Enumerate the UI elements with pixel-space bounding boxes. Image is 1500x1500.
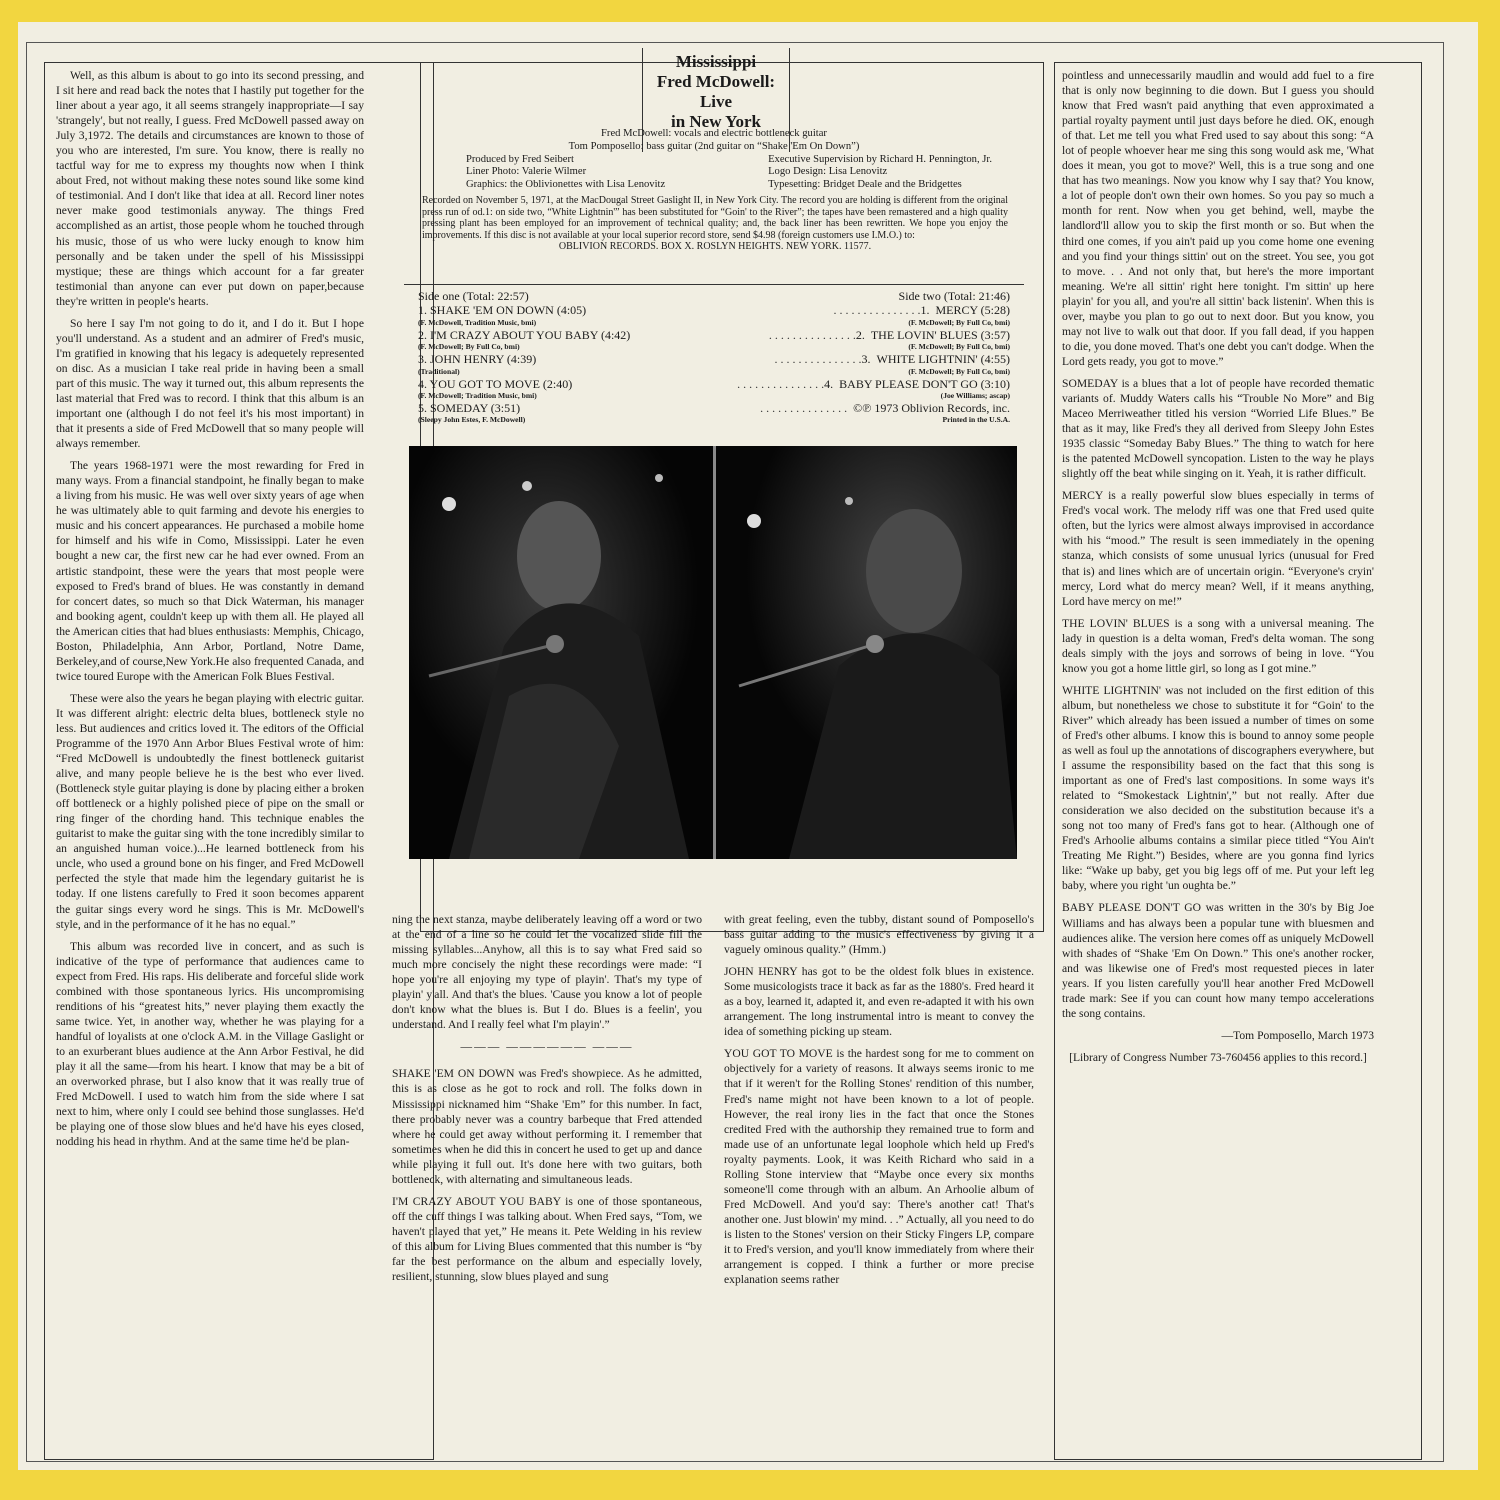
liner-paragraph: The years 1968-1971 were the most rewarding for Fred in many ways. From a financial standpoint, he finally began to make a living from his music. He was well over sixty years of age when he was ultimately able to quit farming and devote his energies to music and his concert appearances. He purchased a mobile home for himself and his wife in Como, Mississippi. Later he even bought a new car, the first new car he had ever owned. From an artistic standpoint, these were the years that most people were exposed to Fred's brand of blues. He was constantly in demand for concert dates, so much so that Dick Waterman, his manager and booking agent, couldn't keep up with them all. He played all the American cities that had blues enthusiasts: Memphis, Chicago, Boston, Philadelphia, Ann Arbor, Portland, Notre Dame, Berkeley,and of course,New York.He also frequented Canada, and twice toured Europe with the American Folk Blues Festival. — [56, 459, 364, 683]
side-two-credit: Printed in the U.S.A. — [942, 415, 1010, 425]
side-one-track: 3. JOHN HENRY (4:39) — [418, 353, 537, 367]
track-row — [418, 402, 1010, 415]
liner-paragraph: Well, as this album is about to go into its second pressing, and I sit here and read back the notes that I hastily put together for the liner about a year ago, it all seems strangely inappropriate—I say 'strangely', but not really, I guess. Fred McDowell passed away on July 3,1972. The details and circumstances are known to those of you who are interested, I'm sure. You know, there is really no tactful way for me to express my thoughts now when I think about Fred, not without making these notes sound like some kind of testimonial. And I don't like that idea at all. Record liner notes never make good testimonials anyway. The things Fred accomplished as an artist, those people whom he touched through his music, those of us who were lucky enough to know him personally and be taken under the spell of his Mississippi mystique; these are things which account for a far greater testimonial than anyone can ever put down on paper,because they're written in people's hearts. — [56, 69, 364, 308]
liner-paragraph: So here I say I'm not going to do it, and I do it. But I hope you'll understand. As a student and an admirer of Fred's music, I'm gratified in knowing that his legacy is adequetely represented on disc. As a musician I take real pride in having been a small part of this music. The way it turned out, this album represents the last material that Fred was to record. I think that this album is an important one (although I do not feel it's his most important) in that it presents a side of Fred McDowell that so many people will always remember. — [56, 316, 364, 451]
track-row — [418, 378, 1010, 391]
credits-block — [412, 128, 1016, 253]
signature: —Tom Pomposello, March 1973 — [1221, 1028, 1374, 1042]
liner-paragraph: with great feeling, even the tubby, distant sound of Pomposello's bass guitar adding to the music's effectiveness by giving it a vaguely ominous quality.” (Hmm.) — [724, 913, 1034, 957]
side-two-track: ©℗ 1973 Oblivion Records, inc. — [853, 402, 1010, 416]
side-two-credit: (F. McDowell; By Full Co, bmi) — [908, 317, 1010, 327]
credit-line: Typesetting: Bridget Deale and the Bridgettes — [768, 179, 962, 191]
side-two-track: THE LOVIN' BLUES (3:57) — [870, 328, 1010, 342]
side-one-credit: (F. McDowell; By Full Co, bmi) — [418, 342, 520, 352]
section-rule: ——— —————— ——— — [460, 1040, 634, 1054]
liner-paragraph: THE LOVIN' BLUES is a song with a universal meaning. The lady in question is a delta woman, Fred's delta woman. The song deals simply with the joys and sorrows of being in love. “You know you got a home little girl, so long as I got mine.” — [1062, 616, 1374, 675]
side-two-track: MERCY (5:28) — [935, 304, 1010, 318]
liner-paragraph: MERCY is a really powerful slow blues especially in terms of Fred's vocal work. The melody riff was one that Fred used quite often, but the lyrics were almost always improvised in accordance with his “mood.” The result is seen immediately in the opening stanza, which consists of some unusual lyrics (unusual for Fred that is) and lines which are of uncertain origin. “Everyone's cryin' mercy, Lord what do mercy mean? Well, if it means anything, Lord have mercy on me!” — [1062, 489, 1374, 608]
side-two-track-number: 1. — [920, 304, 930, 318]
liner-notes-column-1 — [56, 68, 364, 1438]
side-one-track: 1. SHAKE 'EM ON DOWN (4:05) — [418, 304, 587, 318]
liner-notes-column-4 — [1062, 68, 1374, 1438]
liner-paragraph: WHITE LIGHTNIN' was not included on the first edition of this album, but nonetheless we chose to substitute it for “Goin' to the River” which already has been issued a number of times on some of Fred's other albums. I know this is bound to annoy some people as well as foul up the annotations of discographers everywhere, but I assume the responsibility based on the fact that this song is important as one of Fred's last compositions. In some ways it's related to “Smokestack Lightnin',” but not really. After due consideration we also decided on the substitution because it's a song not too many of Fred's fans got to hear. (Although one of Fred's Arhoolie albums contains a similar piece titled “You Ain't Treating Me Right.”) Besides, where are you gonna find lyrics like: “Wake up baby, get you big legs off of me. Put your left leg baby, where you right 'un oughta be.” — [1062, 683, 1374, 893]
liner-paragraph: JOHN HENRY has got to be the oldest folk blues in existence. Some musicologists trace it back as far as the 1880's. Fred heard it as a boy, learned it, adapted it, and even re-adapted it with his own arrangement. The long instrumental intro is meant to convey the idea of something picking up steam. — [724, 965, 1034, 1039]
dot-leader: . . . . . . . . . . . . . . . — [833, 304, 921, 318]
track-row — [418, 353, 1010, 366]
side-one-header: Side one (Total: 22:57) — [418, 289, 529, 303]
side-one-track: 5. SOMEDAY (3:51) — [418, 402, 521, 416]
credit-line: Executive Supervision by Richard H. Pennington, Jr. — [768, 153, 992, 165]
track-credit-row — [418, 391, 1010, 400]
track-row — [418, 304, 1010, 317]
liner-notes-column-3 — [724, 912, 1034, 1432]
side-two-track-number: 4. — [824, 377, 834, 391]
liner-paragraph: pointless and unnecessarily maudlin and would add fuel to a fire that is only now beginning to die down. But I guess you should know that Fred wasn't paid anything that even approximated a partial royalty payment until just days before he died. OK, enough of that. Let me tell you what Fred used to say about this song: “A lot of people whoever hear me sing this song would ask me, 'What does it mean, you got to move?' Well, this is a true song and one that has two meanings. Now you know why I say that? You know, a lot of people don't own their own homes. So you pay so much a month for rent. Now when you get behind, well, maybe the landlord'll allow you to skip the first month or so. But when the third one comes, if you ain't paid up you come home one evening and you find your things sittin' out on the street. You see, you got to move. . . And not only that, but here's the more important meaning. We're all sittin' right here tonight. I'm sittin' up here playin' for you all, and you're all sittin' back listenin'. When this is over, maybe you plan to go out to next door. But you know, you may not live to walk out that door. If you fall dead, if you happen to die, you done moved. That's one debt you can't dodge. When the Lord gets ready, you got to move.” — [1062, 69, 1374, 368]
recording-note: Recorded on November 5, 1971, at the MacDougal Street Gaslight II, in New York City. The record you are holding is different from the original press run of od.1: on side two, “White Lightnin'” has been substituted for “Goin' to the River”; the tapes have been remastered and a high quality pressing plant has been employed for an improvement of technical quality; and, the back liner has been rewritten. We hope you enjoy the improvements. If this disc is not available at your local superior record store, send $4.98 (foreign customers use I.M.O.) to: — [422, 194, 1008, 241]
liner-paragraph: These were also the years he began playing with electric guitar. It was different alright: electric delta blues, bottleneck style no less. But audiences and critics loved it. The editors of the Official Programme of the 1970 Ann Arbor Blues Festival wrote of him: “Fred McDowell is undoubtedly the finest bottleneck guitarist alive, and many people believe he is the best who ever lived. (Bottleneck style guitar playing is done by placing either a broken off bottleneck or a highly polished piece of pipe on the small or ring finger of the chording hand. This technique enables the guitarist to make the guitar sing with the tone incredibly similar to an anguished human voice.)...He learned bottleneck from his uncle, who used a ground bone on his finger, and Fred McDowell perfected the style that made him the legendary guitarist he is today. If one listens carefully to Fred it soon becomes apparent the guitar sings every word he sings. This is Mr. McDowell's style, and in the performance of it he has no equal.” — [56, 691, 364, 931]
dot-leader: . . . . . . . . . . . . . . . — [760, 402, 848, 416]
side-two-credit: (F. McDowell; By Full Co, bmi) — [908, 342, 1010, 352]
track-credit-row — [418, 415, 1010, 424]
tracklist — [418, 290, 1010, 426]
liner-photo — [409, 446, 1017, 859]
title-line: in New York — [670, 112, 762, 131]
track-credit-row — [418, 318, 1010, 327]
side-one-credit: (Sleepy John Estes, F. McDowell) — [418, 415, 526, 425]
track-credit-row — [418, 367, 1010, 376]
side-two-track: WHITE LIGHTNIN' (4:55) — [876, 353, 1010, 367]
liner-paragraph: ning the next stanza, maybe deliberately leaving off a word or two at the end of a line so he could let the vocalized slide fill the missing syllables...Anyhow, all this is to say what Fred said so much more concisely the night these recordings were made: “I hope you're all enjoying my type of playin'. That's my type of playin' y'all. And that's the blues. 'Cause you know a lot of people don't know what the blues is. But I do. Blues is a feelin', you understand. And I really feel what I'm playin'.” — [392, 913, 702, 1032]
side-one-track: 4. YOU GOT TO MOVE (2:40) — [418, 377, 573, 391]
side-one-credit: (Traditional) — [418, 366, 460, 376]
side-one-credit: (F. McDowell; Tradition Music, bmi) — [418, 391, 537, 401]
dot-leader: . . . . . . . . . . . . . . . — [774, 353, 862, 367]
title-line: Mississippi — [675, 52, 757, 71]
track-credit-row — [418, 342, 1010, 351]
credit-performer: Fred McDowell: vocals and electric bottleneck guitar — [601, 128, 827, 139]
side-two-header: Side two (Total: 21:46) — [898, 289, 1010, 303]
label-address: OBLIVION RECORDS. BOX X. ROSLYN HEIGHTS. NEW YORK. 11577. — [558, 241, 872, 253]
credit-performer: Tom Pomposello: bass guitar (2nd guitar on “Shake 'Em On Down”) — [568, 140, 860, 152]
performer-photo — [409, 446, 1017, 859]
track-row — [418, 329, 1010, 342]
liner-paragraph: BABY PLEASE DON'T GO was written in the 30's by Big Joe Williams and has always been a popular tune with bluesmen and audiences alike. The version here comes off as uniquely McDowell with shades of “Shake 'Em On Down.” This one's another rocker, and was likewise one of Fred's most requested pieces in later years. If you listen carefully you'll hear another Fred McDowell trade mark: See if you can count how many tempo accelerations the song contains. — [1062, 901, 1374, 1020]
credit-line: Liner Photo: Valerie Wilmer — [466, 166, 587, 178]
side-two-credit: (Joe Williams; ascap) — [940, 391, 1010, 401]
side-one-credit: (F. McDowell, Tradition Music, bmi) — [418, 317, 537, 327]
liner-notes-column-2 — [392, 912, 702, 1432]
tracklist-header — [418, 290, 1010, 303]
dot-leader: . . . . . . . . . . . . . . . — [768, 328, 856, 342]
credit-line: Graphics: the Oblivionettes with Lisa Lenovitz — [466, 179, 666, 191]
liner-paragraph: SHAKE 'EM ON DOWN was Fred's showpiece. As he admitted, this is as close as he got to rock and roll. The folks down in Mississippi nicknamed him “Shake 'Em” for this number. In fact, there probably never was a country barbeque that Fred attended where he could get away without performing it. I remember that sometimes when he did this in concert he used to get up and dance while playing it full out. It's done here with two guitars, both bottleneck, with alternating and simultaneous leads. — [392, 1067, 702, 1186]
credit-line: Produced by Fred Seibert — [466, 153, 574, 165]
side-two-credit: (F. McDowell; By Full Co, bmi) — [908, 366, 1010, 376]
liner-paragraph: YOU GOT TO MOVE is the hardest song for me to comment on objectively for a variety of reasons. It always seems ironic to me that if it weren't for the Rolling Stones' rendition of this number, Fred's name might not have been known to a lot of people. However, the real irony lies in the fact that once the Stones credited Fred with the authorship they remained true to form and made use of an unfortunate legal loophole which held up Fred's royalty payments. Look, it was Keith Richard who said in a Rolling Stone interview that “Maybe once every six months someone'll come through with an album. An Arhoolie album of Fred McDowell. And you'd say: There's another cat! That's another one. Just blowin' my mind. . .” Actually, all you need to do is listen to the Stones' version on their Sticky Fingers LP, compare it to Fred's version, and you'll know immediately from where their arrangement is copped. I think a further or more precise explanation seems rather — [724, 1047, 1034, 1287]
dot-leader: . . . . . . . . . . . . . . . — [737, 377, 825, 391]
credit-staff — [412, 154, 1016, 192]
side-two-track: BABY PLEASE DON'T GO (3:10) — [839, 377, 1010, 391]
divider — [404, 284, 1024, 285]
title-line: Live — [699, 92, 733, 111]
title-line: Fred McDowell: — [656, 72, 776, 91]
liner-paragraph: This album was recorded live in concert, and as such is indicative of the type of performance that audiences came to expect from Fred. His raps. His deliberate and forceful slide work combined with those spontaneous lyrics. His uncompromising renditions of his “greatest hits,” never playing them exactly the same twice. Yet, in another way, whether he was playing for a handful of loyalists at one o'clock A.M. in the Village Gaslight or to an exurberant blues audience at the Ann Arbor Festival, he did play it all the same—from his heart. I know that may be a bit of an overworked phrase, but I also know that it was really true of Fred McDowell. I used to watch him from the side where I sat next to him, where only I could see behind those sunglasses. He'd be playing one of those slow blues and he'd have his eyes closed, nodding his head in rhythm. And at the same time he'd be plan- — [56, 939, 364, 1149]
liner-paragraph: I'M CRAZY ABOUT YOU BABY is one of those spontaneous, off the cuff things I was talking about. When Fred says, “Tom, we haven't played that yet,” He means it. Pete Welding in his review of this album for Living Blues commented that this number is “by far the best performance on the album and especially lovely, resilient, stunning, slow blues played and sung — [392, 1194, 702, 1284]
credit-line: Logo Design: Lisa Lenovitz — [768, 166, 888, 178]
side-two-track-number: 2. — [855, 328, 865, 342]
library-of-congress-note: [Library of Congress Number 73-760456 applies to this record.] — [1069, 1050, 1367, 1064]
liner-paragraph: SOMEDAY is a blues that a lot of people have recorded thematic variants of. Muddy Waters calls his “Trouble No More” and Big Maceo Merriweather titled his version “Worried Life Blues.” Be that as it may, like Fred's they all derived from Sleepy John Estes 1935 classic “Someday Baby Blues.” The thing to watch for here is the patented McDowell syncopation. Listen to the way he plays slightly off the beat while singing on it. Yeah, it is rather difficult. — [1062, 376, 1374, 481]
side-two-track-number: 3. — [861, 353, 871, 367]
side-one-track: 2. I'M CRAZY ABOUT YOU BABY (4:42) — [418, 328, 631, 342]
